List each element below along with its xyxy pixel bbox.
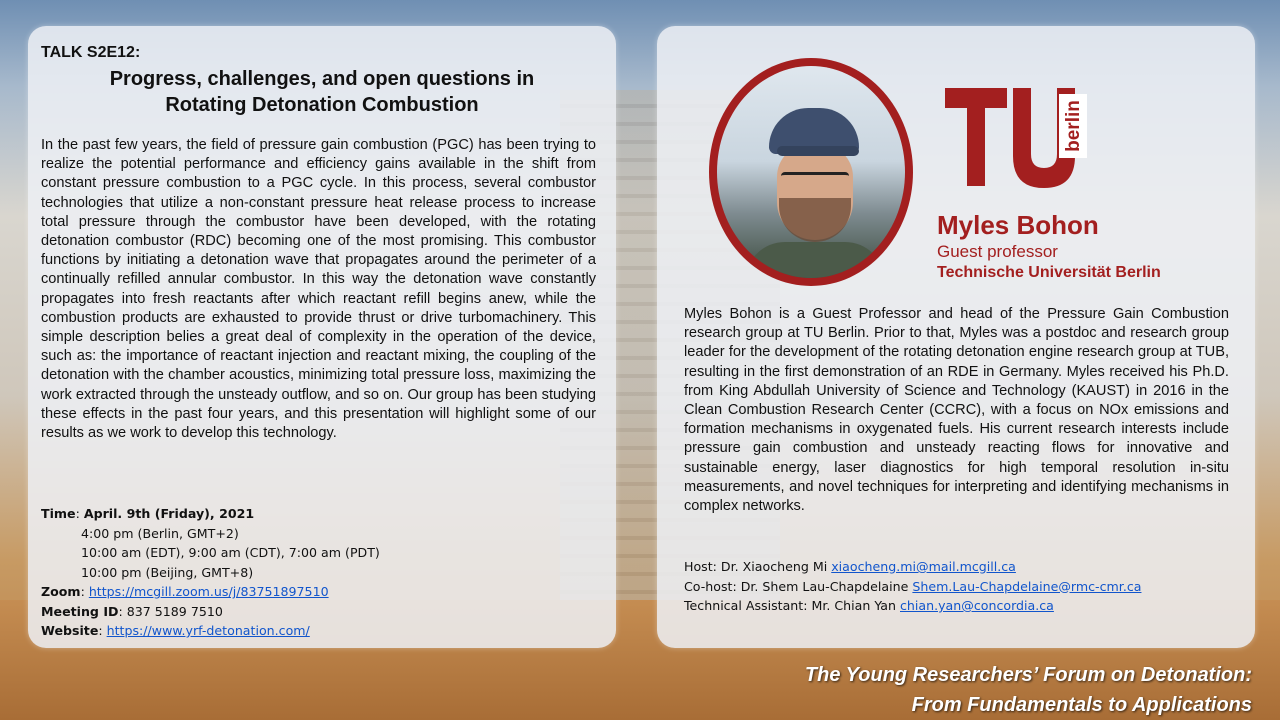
- assistant-label: Technical Assistant: Mr. Chian Yan: [684, 598, 896, 613]
- cohost-email-link[interactable]: Shem.Lau-Chapdelaine@rmc-cmr.ca: [912, 578, 1142, 594]
- talk-panel: [28, 26, 616, 648]
- photo-glasses: [781, 172, 849, 193]
- talk-title: [28, 66, 616, 118]
- speaker-bio: Myles Bohon is a Guest Professor and head of the Pressure Gain Combustion research group at TU Berlin. Prior to that, Myles was a postdoc and research group leader for the development of the rotating detonation engine research group at TUB, resulting in the first demonstration of an RDE in Germany. Myles received his Ph.D. from King Abdullah University of Science and Technology (KAUST) in 2016 in the Clean Combustion Research Center (CCRC), with a focus on NOx emissions and formation mechanisms in oxygenated fuels. His current research interests include pressure gain combustion and unsteady reacting flows for innovative and sustainable energy, laser diagnostics for high temporal resolution in-situ measurements, and novel techniques for interpreting and identifying mechanisms in complex networks.: [684, 306, 1229, 515]
- time-row: Time: April. 9th (Friday), 2021: [41, 506, 255, 521]
- host-row: [684, 557, 1244, 577]
- time-us: 10:00 am (EDT), 9:00 am (CDT), 7:00 am (PDT): [81, 545, 380, 560]
- zoom-link[interactable]: https://mcgill.zoom.us/j/83751897510: [88, 584, 329, 599]
- speaker-name: Myles Bohon: [937, 210, 1099, 240]
- speaker-panel: [657, 26, 1255, 648]
- forum-title-line2: From Fundamentals to Applications: [911, 694, 1252, 716]
- event-info: [41, 504, 601, 641]
- forum-title: [805, 660, 1252, 720]
- time-label: Time: [41, 506, 76, 521]
- website-row: Website: https://www.yrf-detonation.com/: [41, 623, 310, 638]
- cohost-row: [684, 577, 1244, 597]
- speaker-role: Guest professor: [937, 242, 1058, 261]
- meeting-row: Meeting ID: 837 5189 7510: [41, 603, 223, 619]
- assistant-email-link[interactable]: chian.yan@concordia.ca: [900, 598, 1054, 613]
- host-email-link[interactable]: xiaocheng.mi@mail.mcgill.ca: [831, 559, 1016, 574]
- speaker-photo: [717, 66, 905, 278]
- speaker-photo-frame: [709, 58, 913, 286]
- photo-shirt: [745, 242, 885, 278]
- host-label: Host: Dr. Xiaocheng Mi: [684, 559, 828, 574]
- zoom-row: Zoom: https://mcgill.zoom.us/j/83751897510: [41, 584, 329, 599]
- hosts-info: [684, 557, 1244, 616]
- talk-title-line1: Progress, challenges, and open questions in: [109, 68, 535, 90]
- time-date: April. 9th (Friday), 2021: [83, 506, 255, 521]
- talk-title-line2: Rotating Detonation Combustion: [165, 94, 479, 116]
- forum-title-line1: The Young Researchers’ Forum on Detonation:: [804, 664, 1252, 686]
- meeting-id: 837 5189 7510: [126, 603, 223, 619]
- zoom-label: Zoom: [41, 584, 81, 599]
- talk-abstract: In the past few years, the field of pressure gain combustion (PGC) has been trying to realize the potential performance and efficiency gains available in the shift from constant pressure combustion to a PGC cycle. In this process, several combustor technologies that utilize a non-constant pressure heat release process to increase total pressure through the combustor have been developed, with the rotating detonation combustor (RDC) becoming one of the most promising. This combustor functions by initiating a detonation wave that propagates around the perimeter of a continually refilled annular combustor. In this way the detonation wave constantly propagates into fresh reactants after which reactant refill begins anew, while the combustion products are exhausted to provide thrust or drive turbomachinery. This simple description belies a great deal of complexity in the operation of the device, such as: the importance of reactant injection and reactant mixing, the coupling of the detonation with the chamber acoustics, minimizing total pressure loss, maximizing the work extracted through the unsteady outflow, and so on. Our group has been studying these effects in the past four years, and this presentation will highlight some of our results as we work to develop this technology.: [41, 137, 596, 442]
- cohost-label: Co-host: Dr. Shem Lau-Chapdelaine: [684, 578, 909, 594]
- meeting-label: Meeting ID: [41, 603, 119, 619]
- tu-berlin-logo: [943, 84, 1093, 194]
- time-beijing: 10:00 pm (Beijing, GMT+8): [81, 564, 254, 580]
- photo-beard: [779, 198, 851, 242]
- tu-logo-t: [945, 88, 1007, 186]
- website-label: Website: [41, 623, 99, 638]
- talk-id: TALK S2E12:: [41, 44, 141, 61]
- photo-cap-brim: [777, 146, 859, 156]
- speaker-affiliation: Technische Universität Berlin: [937, 264, 1161, 281]
- assistant-row: [684, 596, 1244, 616]
- time-berlin: 4:00 pm (Berlin, GMT+2): [81, 525, 239, 541]
- tu-logo-text: berlin: [1063, 100, 1084, 152]
- website-link[interactable]: https://www.yrf-detonation.com/: [106, 623, 310, 638]
